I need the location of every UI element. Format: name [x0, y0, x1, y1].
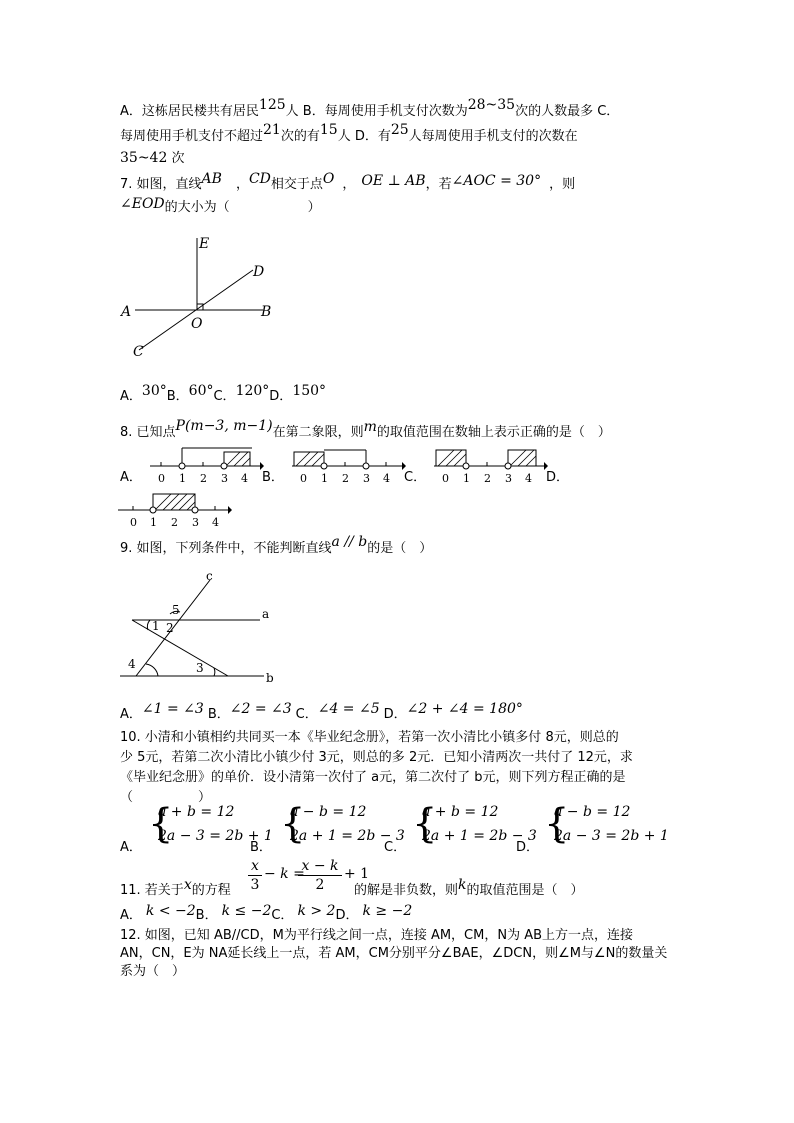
q10-line4: （ ）	[120, 790, 212, 805]
q9-stem: 9. 如图，下列条件中，不能判断直线a // b的是（ ）	[120, 534, 433, 556]
label-d: D	[253, 264, 265, 280]
q10-label-c: C．	[384, 840, 407, 855]
q10-b-eq1: a − b = 12	[290, 804, 367, 820]
q6-line3: 35~42 次	[120, 150, 185, 166]
q10-brace-d: {	[544, 801, 570, 847]
q11-frac1-bar	[248, 875, 262, 876]
label-e: E	[199, 236, 210, 252]
q10-brace-b: {	[280, 801, 306, 847]
q8-stem: 8. 已知点P(m−3, m−1)在第二象限，则m的取值范围在数轴上表示正确的是（ ）	[120, 418, 611, 440]
label-4: 4	[128, 657, 136, 671]
q8-label-a: A．	[120, 470, 142, 485]
svg-text:0: 0	[158, 472, 165, 485]
label-2: 2	[166, 621, 174, 635]
q11-tail: + 1	[344, 866, 370, 882]
q11-stem-b: 的解是非负数，则k的取值范围是（ ）	[354, 877, 584, 898]
q8-numberline-c	[432, 444, 548, 488]
svg-text:0: 0	[442, 472, 449, 485]
q6-line2: 每周使用手机支付不超过21次的有15人 D．有25人每周使用手机支付的次数在	[120, 122, 578, 144]
q11-frac1-den: 3	[250, 877, 260, 893]
q11-stem-a: 11. 若关于x的方程	[120, 877, 231, 898]
q6-line1: A．这栋居民楼共有居民125人 B．每周使用手机支付次数为28~35次的人数最多 C．	[120, 97, 620, 119]
svg-text:0: 0	[300, 472, 307, 485]
svg-text:2: 2	[342, 472, 349, 485]
q10-brace-a: {	[148, 801, 174, 847]
svg-text:3: 3	[363, 472, 370, 485]
svg-text:1: 1	[321, 472, 328, 485]
q7-options: A．30°B．60°C．120°D．150°	[120, 383, 327, 404]
q12-line3: 系为（ ）	[120, 964, 186, 979]
svg-text:4: 4	[383, 472, 390, 485]
q8-numberline-b	[290, 444, 406, 488]
label-c: C	[133, 344, 144, 360]
q12-line2: AN，CN，E为 NA延长线上一点，若 AM，CM分别平分∠BAE，∠DCN，则∠M与∠N的数量关	[120, 946, 668, 961]
q8-label-b: B．	[262, 470, 284, 485]
svg-text:2: 2	[171, 516, 178, 529]
svg-text:4: 4	[525, 472, 532, 485]
q7-stem-2: ∠EOD的大小为（ ）	[120, 196, 321, 215]
svg-text:2: 2	[200, 472, 207, 485]
q10-d-eq2: 2a − 3 = 2b + 1	[554, 828, 669, 844]
q8-label-c: C．	[404, 470, 427, 485]
q7-figure	[115, 232, 285, 362]
svg-text:0: 0	[130, 516, 137, 529]
q8-label-d: D．	[546, 470, 570, 485]
q10-a-eq2: 2a − 3 = 2b + 1	[158, 828, 273, 844]
q10-line3: 《毕业纪念册》的单价．设小清第一次付了 a元，第二次付了 b元，则下列方程正确的是	[120, 770, 626, 785]
svg-text:1: 1	[463, 472, 470, 485]
q9-figure	[118, 568, 278, 690]
q11-frac2-den: 2	[315, 877, 325, 893]
label-3: 3	[196, 661, 204, 675]
label-c: c	[206, 569, 213, 583]
svg-text:4: 4	[212, 516, 219, 529]
q10-label-b: B．	[250, 840, 272, 855]
q10-brace-c: {	[412, 801, 438, 847]
q10-line2: 少 5元，若第二次小清比小镇少付 3元，则总的多 2元．已知小清两次一共付了 12元，求	[120, 750, 633, 765]
q11-frac2-bar	[298, 875, 342, 876]
q10-a-eq1: a + b = 12	[158, 804, 235, 820]
q10-c-eq1: a + b = 12	[422, 804, 499, 820]
q10-label-d: D．	[516, 840, 540, 855]
label-a: a	[262, 607, 270, 621]
label-5: 5	[172, 603, 180, 617]
svg-text:1: 1	[150, 516, 157, 529]
svg-text:1: 1	[179, 472, 186, 485]
q10-c-eq2: 2a + 1 = 2b − 3	[422, 828, 537, 844]
label-o: O	[191, 316, 203, 332]
label-b: B	[261, 304, 272, 320]
q11-frac2-num: x − k	[301, 858, 339, 874]
svg-text:2: 2	[484, 472, 491, 485]
q9-options: A．∠1 = ∠3 B．∠2 = ∠3 C．∠4 = ∠5 D．∠2 + ∠4 = 180°	[120, 701, 523, 722]
q11-mid: − k =	[264, 866, 305, 882]
q10-b-eq2: 2a + 1 = 2b − 3	[290, 828, 405, 844]
svg-text:3: 3	[192, 516, 199, 529]
q8-numberline-a	[148, 444, 264, 488]
q8-numberline-d	[116, 488, 232, 532]
q10-line1: 10. 小清和小镇相约共同买一本《毕业纪念册》，若第一次小清比小镇多付 8元，则总的	[120, 730, 619, 745]
transversal	[132, 620, 228, 676]
q7-stem: 7. 如图，直线AB ，CD相交于点O ， OE ⊥ AB，若∠AOC = 30° ，则	[120, 171, 576, 192]
q11-frac1-num: x	[251, 858, 259, 874]
q10-label-a: A．	[120, 840, 142, 855]
label-1: 1	[152, 619, 160, 633]
q11-options: A． k < −2B． k ≤ −2C． k > 2D． k ≥ −2	[120, 903, 413, 923]
svg-text:4: 4	[241, 472, 248, 485]
label-a: A	[121, 304, 132, 320]
svg-text:3: 3	[221, 472, 228, 485]
svg-text:3: 3	[505, 472, 512, 485]
q10-d-eq1: a − b = 12	[554, 804, 631, 820]
label-b: b	[266, 671, 274, 685]
hatch-d	[153, 494, 195, 510]
q12-line1: 12. 如图，已知 AB//CD，M为平行线之间一点，连接 AM，CM，N为 AB上方一点，连接	[120, 928, 634, 943]
